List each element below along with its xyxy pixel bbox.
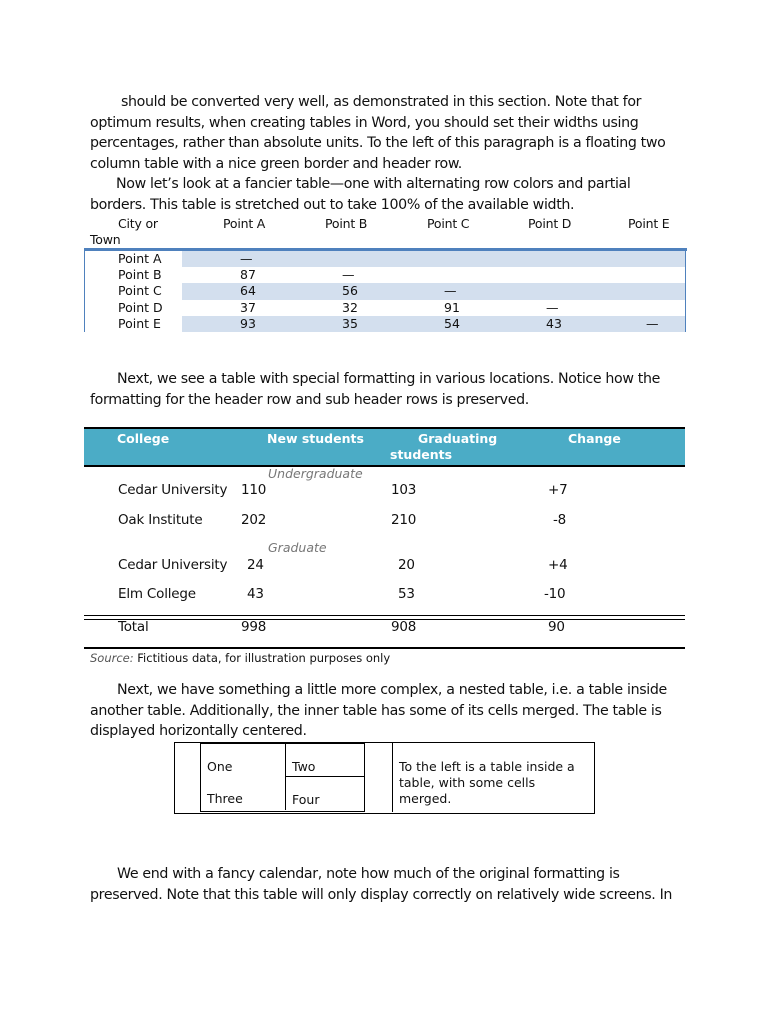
distance-table-body bbox=[84, 251, 686, 332]
header-town: Town bbox=[90, 232, 121, 247]
source-text: Fictitious data, for illustration purposes only bbox=[137, 651, 391, 665]
side-text-line: merged. bbox=[399, 791, 452, 806]
header-students: students bbox=[390, 447, 453, 462]
source-label: Source: bbox=[90, 651, 134, 665]
source-note bbox=[90, 651, 390, 665]
cell-grad: 53 bbox=[398, 586, 415, 602]
row-name: Point A bbox=[118, 251, 162, 266]
header-change: Change bbox=[568, 431, 621, 446]
table-cell: — bbox=[646, 315, 659, 331]
cell-new: 43 bbox=[247, 586, 264, 602]
outer-cell-divider bbox=[392, 742, 393, 812]
header-graduating: Graduating bbox=[418, 431, 498, 446]
row-name: Point C bbox=[118, 283, 162, 299]
cell-grad: 210 bbox=[391, 512, 417, 528]
table-cell: 87 bbox=[240, 267, 256, 283]
table-row bbox=[85, 316, 685, 332]
header-point-c: Point C bbox=[427, 216, 470, 231]
table-cell: 37 bbox=[240, 299, 256, 315]
header-new-students: New students bbox=[267, 431, 364, 446]
table-cell: 91 bbox=[444, 299, 460, 315]
row-name: Point B bbox=[118, 267, 162, 283]
inner-cell-two: Two bbox=[292, 759, 316, 774]
table-row bbox=[85, 251, 685, 267]
inner-cell-four: Four bbox=[292, 792, 320, 807]
text-line: borders. This table is stretched out to take 100% of the available width. bbox=[90, 196, 575, 213]
table-cell: — bbox=[444, 283, 457, 299]
table-cell: 64 bbox=[240, 283, 256, 299]
cell-college: Cedar University bbox=[118, 482, 228, 498]
text-line: Next, we see a table with special formatting in various locations. Notice how the bbox=[117, 371, 661, 387]
table-cell: 54 bbox=[444, 315, 460, 331]
table-cell: 35 bbox=[342, 315, 358, 331]
header-city: City or bbox=[118, 216, 158, 231]
text-line: optimum results, when creating tables in Word, you should set their widths using bbox=[90, 114, 639, 131]
side-text-line: table, with some cells bbox=[399, 775, 536, 790]
table-row bbox=[85, 300, 685, 316]
table-cell: — bbox=[342, 267, 355, 283]
college-table-header bbox=[84, 427, 685, 467]
table-cell: 32 bbox=[342, 299, 358, 315]
text-line: column table with a nice green border and header row. bbox=[90, 155, 462, 172]
paragraph-nested-table bbox=[90, 680, 680, 742]
cell-college: Elm College bbox=[118, 586, 196, 602]
table-cell: 56 bbox=[342, 283, 358, 299]
cell-new: 24 bbox=[247, 557, 264, 573]
header-point-e: Point E bbox=[628, 216, 670, 231]
table-cell: — bbox=[240, 251, 253, 266]
text-line: displayed horizontally centered. bbox=[90, 723, 307, 739]
cell-college: Cedar University bbox=[118, 557, 228, 573]
cell-grad: 20 bbox=[398, 557, 415, 573]
cell-college: Oak Institute bbox=[118, 512, 203, 528]
table-row bbox=[85, 267, 685, 283]
text-line: preserved. Note that this table will only display correctly on relatively wide screens. In bbox=[90, 886, 673, 903]
side-text-line: To the left is a table inside a bbox=[399, 759, 575, 774]
table-row bbox=[85, 283, 685, 299]
cell-total-new: 998 bbox=[241, 619, 267, 635]
text-line: percentages, rather than absolute units. To the left of this paragraph is a floating two bbox=[90, 135, 666, 151]
header-point-a: Point A bbox=[223, 216, 266, 231]
text-line: should be converted very well, as demonstrated in this section. Note that for bbox=[121, 94, 642, 110]
table-bottom-border bbox=[84, 647, 685, 649]
cell-total-label: Total bbox=[118, 619, 149, 635]
cell-total-grad: 908 bbox=[391, 619, 417, 635]
row-name: Point D bbox=[118, 299, 163, 315]
text-line: Next, we have something a little more complex, a nested table, i.e. a table inside bbox=[117, 682, 667, 698]
text-line: another table. Additionally, the inner table has some of its cells merged. The table is bbox=[90, 702, 662, 719]
cell-change: +4 bbox=[548, 557, 568, 573]
row-name: Point E bbox=[118, 315, 161, 331]
inner-cell-three: Three bbox=[207, 791, 243, 806]
text-line: formatting for the header row and sub header rows is preserved. bbox=[90, 391, 529, 408]
table-cell: — bbox=[546, 299, 559, 315]
paragraph-calendar bbox=[90, 864, 680, 905]
inner-cell-one: One bbox=[207, 759, 233, 774]
cell-grad: 103 bbox=[391, 482, 417, 498]
cell-change: +7 bbox=[548, 482, 568, 498]
cell-new: 110 bbox=[241, 482, 267, 498]
subheader-graduate: Graduate bbox=[268, 540, 327, 555]
table-cell: 93 bbox=[240, 315, 256, 331]
header-point-b: Point B bbox=[325, 216, 368, 231]
header-point-d: Point D bbox=[528, 216, 572, 231]
header-college: College bbox=[117, 431, 170, 446]
paragraph-special-formatting bbox=[90, 369, 680, 410]
inner-table-horizontal-divider bbox=[285, 776, 364, 777]
cell-total-change: 90 bbox=[548, 619, 565, 635]
table-cell: 43 bbox=[546, 315, 562, 331]
subheader-undergraduate: Undergraduate bbox=[268, 466, 363, 481]
paragraph-fancier-table bbox=[90, 174, 680, 215]
text-line: We end with a fancy calendar, note how much of the original formatting is bbox=[117, 866, 620, 882]
cell-new: 202 bbox=[241, 512, 267, 528]
paragraph-intro bbox=[90, 92, 680, 174]
total-separator bbox=[84, 615, 685, 620]
cell-change: -10 bbox=[544, 586, 566, 602]
cell-change: -8 bbox=[553, 512, 567, 528]
text-line: Now let’s look at a fancier table—one with alternating row colors and partial bbox=[116, 176, 631, 192]
